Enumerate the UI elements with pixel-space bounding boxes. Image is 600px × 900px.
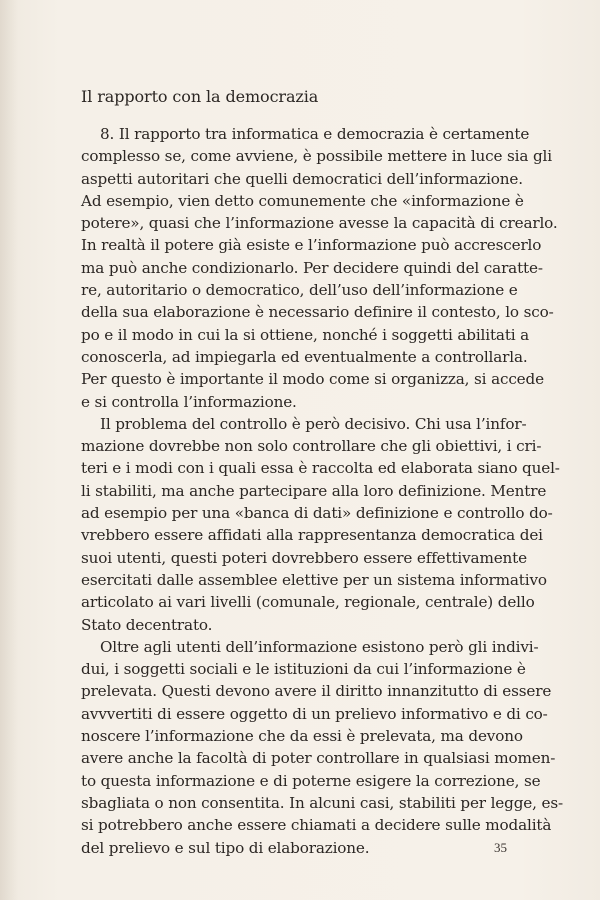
paragraph-2: [81, 413, 560, 636]
text-line: 8. Il rapporto tra informatica e democrazia è certamente: [100, 125, 530, 143]
text-line: della sua elaborazione è necessario definire il contesto, lo sco-: [81, 303, 554, 322]
text-line: Per questo è importante il modo come si organizza, si accede: [81, 370, 544, 389]
paragraph-1: [81, 123, 558, 413]
paragraph-3: [81, 636, 563, 859]
text-line: prelevata. Questi devono avere il diritto innanzitutto di essere: [81, 682, 552, 701]
text-line: aspetti autoritari che quelli democratici dell’informazione.: [81, 169, 523, 188]
text-line: noscere l’informazione che da essi è prelevata, ma devono: [81, 727, 523, 746]
text-line: to questa informazione e di poterne esigere la correzione, se: [81, 771, 541, 790]
text-line: avvvertiti di essere oggetto di un prelievo informativo e di co-: [81, 704, 548, 723]
text-line: ad esempio per una «banca di dati» definizione e controllo do-: [81, 504, 553, 523]
text-line: vrebbero essere affidati alla rappresentanza democratica dei: [81, 526, 543, 545]
text-line: mazione dovrebbe non solo controllare che gli obiettivi, i cri-: [81, 437, 542, 456]
text-line: suoi utenti, questi poteri dovrebbero essere effettivamente: [81, 548, 527, 567]
text-line: conoscerla, ad impiegarla ed eventualmente a controllarla.: [81, 347, 528, 366]
text-line: Stato decentrato.: [81, 615, 213, 634]
text-line: e si controlla l’informazione.: [81, 392, 297, 411]
text-line: In realtà il potere già esiste e l’informazione può accrescerlo: [81, 236, 542, 255]
text-line: articolato ai vari livelli (comunale, regionale, centrale) dello: [81, 593, 535, 612]
body-text: [81, 123, 563, 859]
text-line: avere anche la facoltà di poter controllare in qualsiasi momen-: [81, 749, 556, 768]
text-line: Oltre agli utenti dell’informazione esistono però gli indivi-: [100, 637, 539, 656]
text-line: potere», quasi che l’informazione avesse la capacità di crearlo.: [81, 214, 558, 233]
text-line: teri e i modi con i quali essa è raccolta ed elaborata siano quel-: [81, 459, 560, 478]
section-heading: Il rapporto con la democrazia: [81, 87, 319, 106]
text-line: del prelievo e sul tipo di elaborazione.: [81, 838, 370, 857]
text-line: dui, i soggetti sociali e le istituzioni da cui l’informazione è: [81, 660, 526, 679]
text-line: Il problema del controllo è però decisivo. Chi usa l’infor-: [100, 414, 527, 433]
text-line: re, autoritario o democratico, dell’uso dell’informazione e: [81, 281, 518, 300]
text-line: complesso se, come avviene, è possibile mettere in luce sia gli: [81, 147, 552, 166]
text-line: Ad esempio, vien detto comunemente che «informazione è: [81, 191, 524, 210]
text-line: esercitati dalle assemblee elettive per un sistema informativo: [81, 570, 547, 589]
text-line: li stabiliti, ma anche partecipare alla loro definizione. Mentre: [81, 481, 547, 500]
page-number: 35: [494, 840, 507, 855]
text-line: po e il modo in cui la si ottiene, nonché i soggetti abilitati a: [81, 325, 530, 344]
text-line: sbagliata o non consentita. In alcuni casi, stabiliti per legge, es-: [81, 793, 563, 812]
text-line: ma può anche condizionarlo. Per decidere quindi del caratte-: [81, 258, 543, 277]
text-line: si potrebbero anche essere chiamati a decidere sulle modalità: [81, 816, 552, 835]
binding-shadow: [0, 0, 18, 900]
